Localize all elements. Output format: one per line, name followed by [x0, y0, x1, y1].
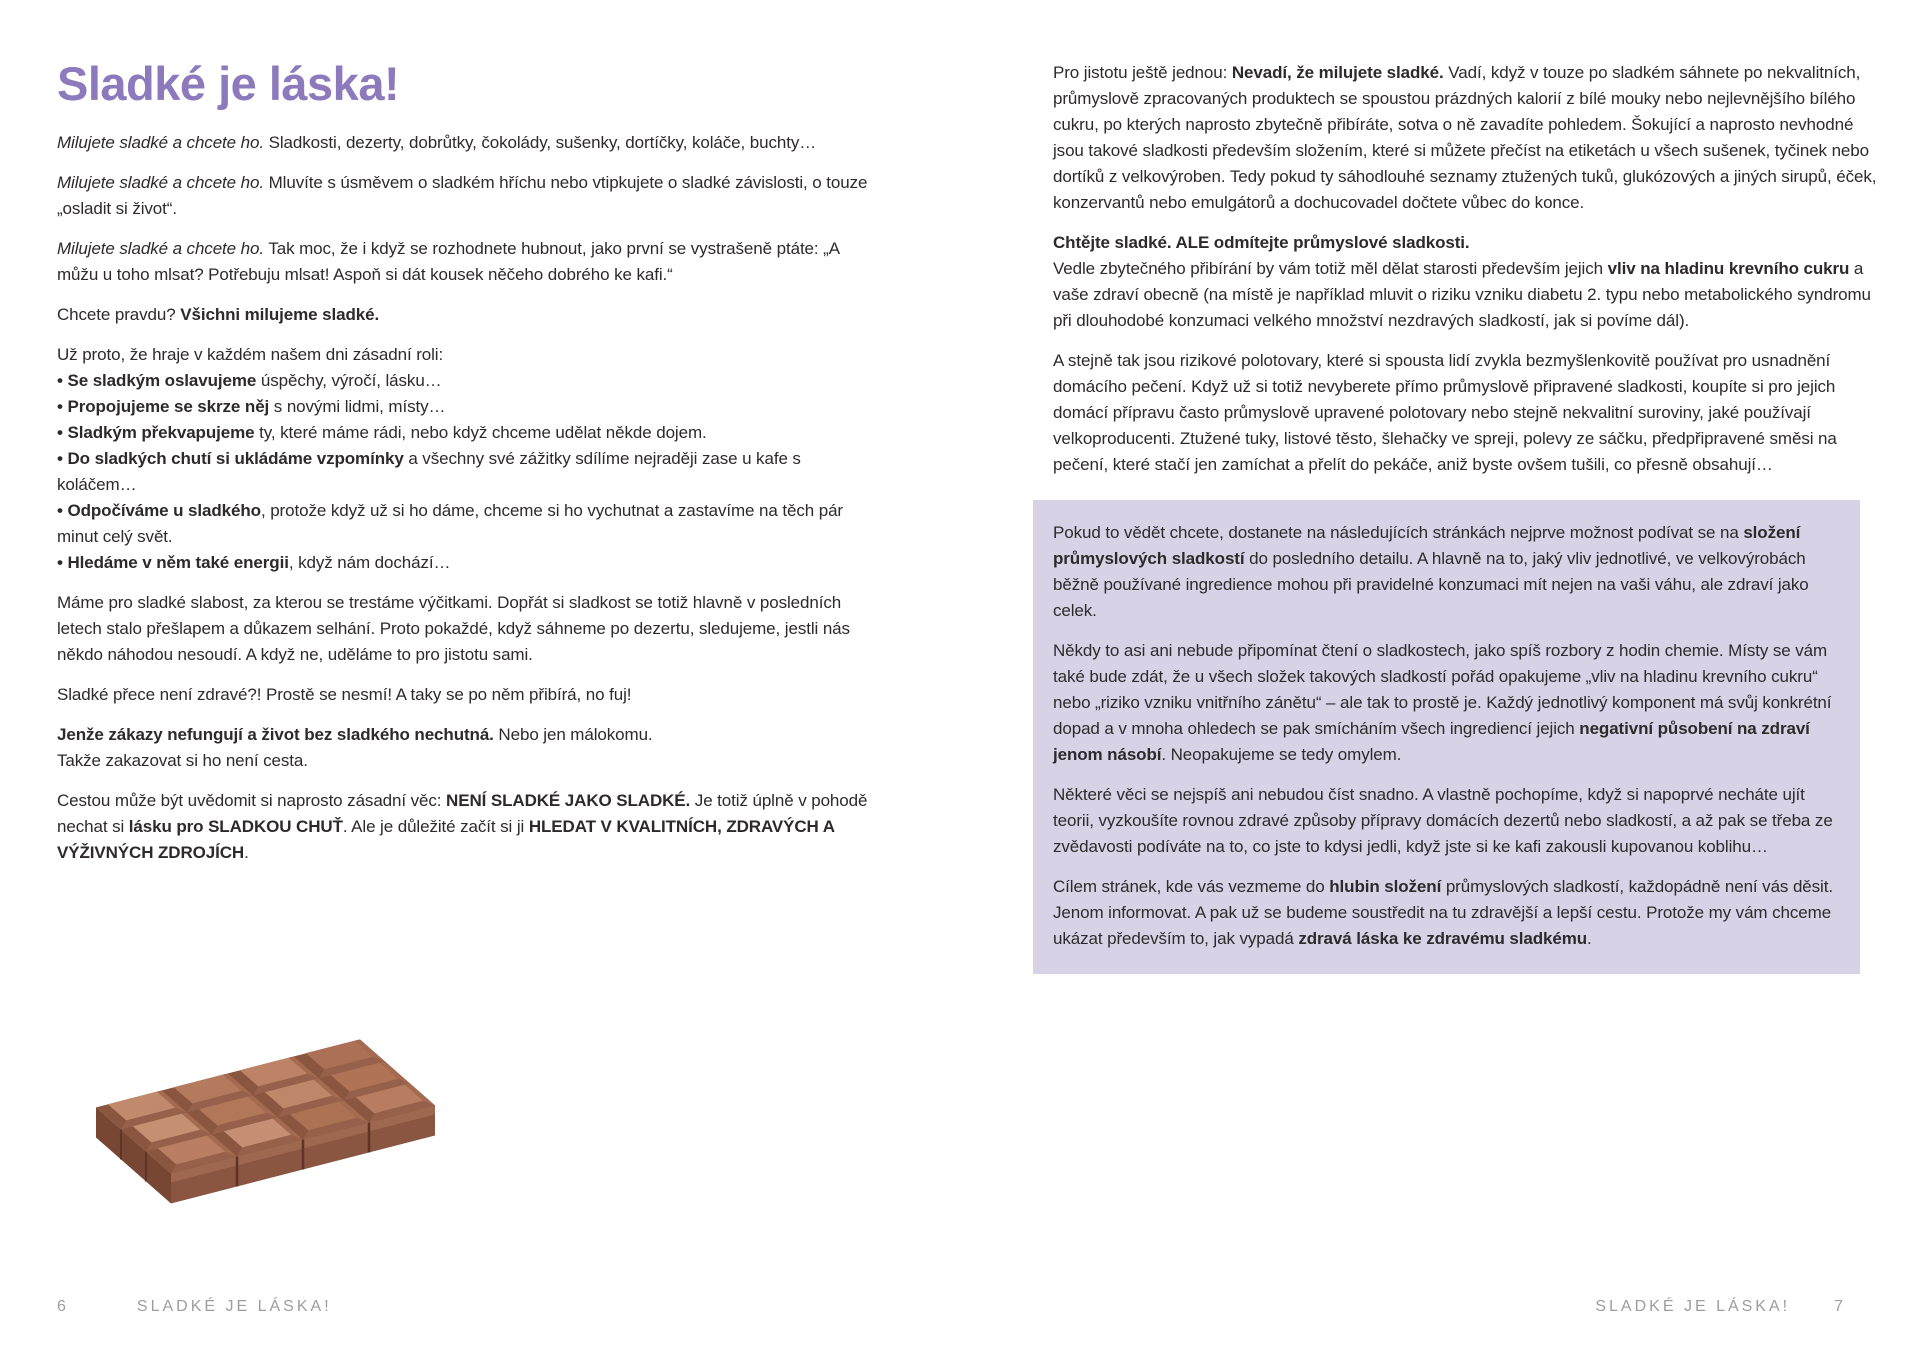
right-page-column	[1053, 60, 1878, 974]
page-number-right: 7	[1834, 1298, 1846, 1315]
bullet-item: • Se sladkým oslavujeme úspěchy, výročí, lásku…	[57, 371, 442, 390]
paragraph: Vedle zbytečného přibírání by vám totiž měl dělat starosti především jejich vliv na hladinu krevního cukru a vaše zdraví obecně (na místě je například mluvit o riziku vzniku diabetu 2. typu nebo metabolického syndromu při dlouhodobé konzumaci velkého množství nezdravých sladkostí, jak si povíme dál).	[1053, 259, 1871, 330]
paragraph: Milujete sladké a chcete ho. Sladkosti, dezerty, dobrůtky, čokolády, sušenky, dortíčky, koláče, buchty…	[57, 133, 817, 152]
paragraph: Milujete sladké a chcete ho. Mluvíte s úsměvem o sladkém hříchu nebo vtipkujete o sladké závislosti, o touze „osladit si život“.	[57, 173, 868, 218]
bullet-item: • Hledáme v něm také energii, když nám dochází…	[57, 553, 451, 572]
chocolate-bar-illustration	[62, 1002, 462, 1220]
paragraph: Sladké přece není zdravé?! Prostě se nesmí! A taky se po něm přibírá, no fuj!	[57, 685, 632, 704]
paragraph: Pro jistotu ještě jednou: Nevadí, že milujete sladké. Vadí, když v touze po sladkém sáhnete po nekvalitních, průmyslově zpracovaných produktech se spoustou prázdných kalorií z bílé mouky nebo nejlevnějšího bílého cukru, po kterých naprosto zbytečně přibíráte, sotva o ně zavadíte pohledem. Šokující a naprosto nevhodné jsou takové sladkosti především složením, které si můžete přečíst na etiketách u všech sušenek, tyčinek nebo dortíků z velkovýroben. Tedy pokud ty sáhodlouhé seznamy ztužených tuků, glukózových a jiných sirupů, éček, konzervantů nebo emulgátorů a dochucovadel dočtete vůbec do konce.	[1053, 63, 1877, 212]
chocolate-bar-drawing	[62, 1002, 462, 1220]
right-page-footer	[1595, 1297, 1846, 1317]
box-paragraph: Cílem stránek, kde vás vezmeme do hlubin složení průmyslových sladkostí, každopádně není vás děsit. Jenom informovat. A pak už se budeme soustředit na tu zdravější a lepší cestu. Protože my vám chceme ukázat především to, jak vypadá zdravá láska ke zdravému sladkému.	[1053, 877, 1833, 948]
running-title-right: SLADKÉ JE LÁSKA!	[1595, 1298, 1791, 1315]
paragraph: Chcete pravdu? Všichni milujeme sladké.	[57, 305, 380, 324]
box-paragraph: Někdy to asi ani nebude připomínat čtení o sladkostech, jako spíš rozbory z hodin chemie. Místy se vám také bude zdát, že u všech složek takových sladkostí pořád opakujeme „vliv na hladinu krevního cukru“ nebo „riziko vzniku vnitřního zánětu“ – ale tak to prostě je. Každý jednotlivý komponent má svůj konkrétní dopad a v mnoha ohledech se pak smícháním všech ingrediencí jejich negativní působení na zdraví jenom násobí. Neopakujeme se tedy omylem.	[1053, 641, 1832, 764]
bullet-item: • Do sladkých chutí si ukládáme vzpomínky a všechny své zážitky sdílíme nejraději zase u kafe s koláčem…	[57, 449, 801, 494]
section-heading: Chtějte sladké. ALE odmítejte průmyslové sladkosti.	[1053, 233, 1470, 252]
page-title: Sladké je láska!	[57, 57, 400, 110]
right-column-body	[1053, 60, 1878, 478]
paragraph: Cestou může být uvědomit si naprosto zásadní věc: NENÍ SLADKÉ JAKO SLADKÉ. Je totiž úplně v pohodě nechat si lásku pro SLADKOU CHUŤ. Ale je důležité začít si ji HLEDAT V KVALITNÍCH, ZDRAVÝCH A VÝŽIVNÝCH ZDROJÍCH.	[57, 791, 868, 862]
bullet-item: • Sladkým překvapujeme ty, které máme rádi, nebo když chceme udělat někde dojem.	[57, 423, 707, 442]
running-title-left: SLADKÉ JE LÁSKA!	[136, 1298, 332, 1315]
list-intro: Už proto, že hraje v každém našem dni zásadní roli:	[57, 345, 444, 364]
paragraph: Milujete sladké a chcete ho. Tak moc, že i když se rozhodnete hubnout, jako první se vystrašeně ptáte: „A můžu u toho mlsat? Potřebuju mlsat! Aspoň si dát kousek něčeho dobrého ke kafi.“	[57, 239, 840, 284]
bullet-item: • Propojujeme se skrze něj s novými lidmi, místy…	[57, 397, 446, 416]
highlight-box	[1033, 500, 1860, 974]
page-number-left: 6	[57, 1298, 69, 1315]
paragraph: Máme pro sladké slabost, za kterou se trestáme výčitkami. Dopřát si sladkost se totiž hlavně v posledních letech stalo přešlapem a důkazem selhání. Proto pokaždé, když sáhneme po dezertu, sledujeme, jestli nás někdo náhodou nesoudí. A když ne, uděláme to pro jistotu sami.	[57, 593, 850, 664]
box-paragraph: Některé věci se nejspíš ani nebudou číst snadno. A vlastně pochopíme, když si napoprvé necháte ujít teorii, vyzkoušíte rovnou zdravé způsoby přípravy domácích dezertů nebo sladkostí, a až pak se třeba ze zvědavosti podíváte na to, co jste to kdysi jedli, když jste si ke kafi zakousli kupovanou koblihu…	[1053, 785, 1833, 856]
left-page-footer	[57, 1297, 332, 1317]
left-page-column	[57, 57, 882, 880]
paragraph: A stejně tak jsou rizikové polotovary, které si spousta lidí zvykla bezmyšlenkovitě používat pro usnadnění domácího pečení. Když už si totiž nevyberete přímo průmyslově připravené sladkosti, koupíte si pro jejich domácí přípravu často průmyslově upravené polotovary nebo stejně nekvalitní suroviny, jaké používají velkoproducenti. Ztužené tuky, listové těsto, šlehačky ve spreji, polevy ze sáčku, předpřipravené směsi na pečení, které stačí jen zamíchat a přelít do pekáče, aniž byste ovšem tušili, co přesně obsahují…	[1053, 351, 1837, 474]
left-column-body	[57, 130, 882, 866]
bullet-item: • Odpočíváme u sladkého, protože když už si ho dáme, chceme si ho vychutnat a zastavíme na těch pár minut celý svět.	[57, 501, 843, 546]
paragraph: Jenže zákazy nefungují a život bez sladkého nechutná. Nebo jen málokomu. Takže zakazovat si ho není cesta.	[57, 725, 653, 770]
box-paragraph: Pokud to vědět chcete, dostanete na následujících stránkách nejprve možnost podívat se na složení průmyslových sladkostí do posledního detailu. A hlavně na to, jaký vliv jednotlivé, ve velkovýrobách běžně používané ingredience mohou při pravidelné konzumaci mít nejen na vaši váhu, ale zdraví jako celek.	[1053, 523, 1809, 620]
